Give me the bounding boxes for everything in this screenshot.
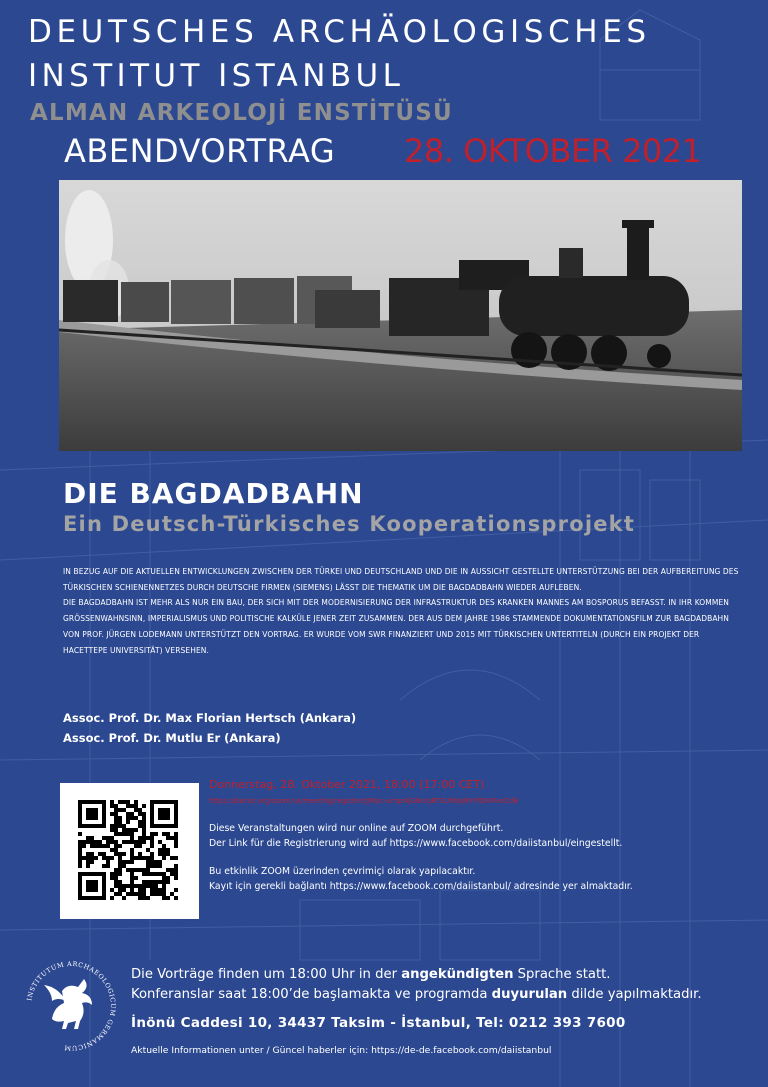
- footer-note-turkish: [131, 985, 702, 1005]
- institute-seal-logo: [22, 957, 120, 1055]
- footer-tr-bold: duyurulan: [491, 987, 568, 1002]
- speaker-1: Assoc. Prof. Dr. Max Florian Hertsch (Ankara): [63, 711, 357, 725]
- event-info-de-line1: Diese Veranstaltungen wird nur online auf ZOOM durchgeführt.: [209, 823, 504, 834]
- event-info-german: [209, 821, 749, 851]
- footer-de-bold: angekündigten: [401, 967, 514, 982]
- institute-name-turkish: ALMAN ARKEOLOJİ ENSTİTÜSÜ: [30, 100, 453, 126]
- institute-name-line2: INSTITUT ISTANBUL: [28, 58, 405, 94]
- event-info-turkish: [209, 864, 749, 894]
- lecture-title: DIE BAGDADBAHN: [63, 477, 364, 510]
- speaker-2: Assoc. Prof. Dr. Mutlu Er (Ankara): [63, 731, 281, 745]
- speakers: [63, 708, 356, 748]
- event-info-tr-line2: Kayıt için gerekli bağlantı https://www.facebook.com/daiistanbul/ adresinde yer almaktadır.: [209, 881, 633, 892]
- description-paragraph-2: DIE BAGDADBAHN IST MEHR ALS NUR EIN BAU, DER SICH MIT DER MODERNISIERUNG DER INFRASTRUKTUR DES KRANKEN MANNES AM BOSPORUS BEFASST. IN IHR KOMMEN GRÖSSENWAHNSINN, IMPERIALISMUS UND POLITISCHE KALKÜLE JENER ZEIT ZUSAMMEN. DER AUS DEM JAHRE 1986 STAMMENDE DOKUMENTATIONSFILM ZUR BAGDADBAHN VON PROF. JÜRGEN LODEMANN UNTERSTÜTZT DEN VORTRAG. ER WURDE VOM SWR FINANZIERT UND 2015 MIT TÜRKISCHEN UNTERTITELN (DURCH EIN PROJEKT DER HACETTEPE UNIVERSITÄT) VERSEHEN.: [63, 598, 730, 655]
- lecture-subtitle: Ein Deutsch-Türkisches Kooperationsprojekt: [63, 512, 636, 536]
- footer-note-german: [131, 965, 702, 985]
- registration-link[interactable]: https://dainst.org/zoom/us/meeting/register/tJMpc-urrqz4jGNcIqRT3UhNpNYIYOKMvnCdB: [209, 797, 519, 805]
- qr-code-graphic: [60, 783, 199, 919]
- footer-language-note: [131, 965, 702, 1005]
- lecture-description: [63, 564, 745, 658]
- description-paragraph-1: IN BEZUG AUF DIE AKTUELLEN ENTWICKLUNGEN ZWISCHEN DER TÜRKEI UND DEUTSCHLAND UND DIE IN AUSSICHT GESTELLTE UNTERSTÜTZUNG BEI DER AUFBEREITUNG DES TÜRKISCHEN SCHIENENNETZES DURCH DEUTSCHE FIRMEN (SIEMENS) LÄSST DIE THEMATIK UM DIE BAGDADBAHN WIEDER AUFLEBEN.: [63, 567, 739, 592]
- event-datetime: Donnerstag, 28. Oktober 2021, 18:00 (17:00 CET): [209, 778, 485, 791]
- event-info-tr-line1: Bu etkinlik ZOOM üzerinden çevrimiçi olarak yapılacaktır.: [209, 866, 476, 877]
- footer-tr-text-2: dilde yapılmaktadır.: [567, 987, 702, 1002]
- event-info-de-line2: Der Link für die Registrierung wird auf https://www.facebook.com/daiistanbul/eingestellt.: [209, 838, 623, 849]
- svg-text:INSTITUTUM ARCHAEOLOGICUM GERM: INSTITUTUM ARCHAEOLOGICUM GERMANICUM: [25, 959, 118, 1053]
- footer-tr-text-1: Konferanslar saat 18:00’de başlamakta ve programda: [131, 987, 492, 1002]
- institute-name-line1: DEUTSCHES ARCHÄOLOGISCHES: [28, 14, 651, 50]
- footer-de-text-2: Sprache statt.: [513, 967, 611, 982]
- train-photo: [59, 180, 742, 451]
- event-date: 28. OKTOBER 2021: [404, 132, 702, 170]
- qr-code[interactable]: [60, 783, 199, 919]
- event-details: [209, 778, 749, 894]
- institute-address: İnönü Caddesi 10, 34437 Taksim - İstanbul, Tel: 0212 393 7600: [131, 1015, 626, 1031]
- facebook-info-link[interactable]: Aktuelle Informationen unter / Güncel haberler için: https://de-de.facebook.com/daiistanbul: [131, 1045, 552, 1056]
- event-type: ABENDVORTRAG: [64, 132, 336, 170]
- footer-de-text-1: Die Vorträge finden um 18:00 Uhr in der: [131, 967, 402, 982]
